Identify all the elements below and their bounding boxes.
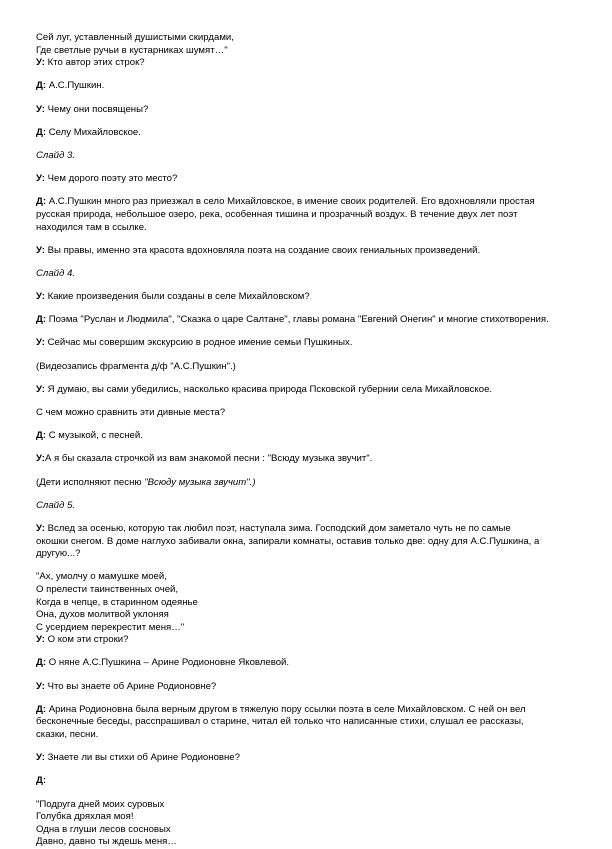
speaker-label: У: xyxy=(36,173,45,185)
dialogue-text: Сейчас мы совершим экскурсию в родное имение семьи Пушкиных. xyxy=(44,337,353,349)
speaker-label: Д: xyxy=(36,126,47,138)
dialogue-text: С музыкой, с песней. xyxy=(46,430,143,442)
dialogue-text: окошки снегом. В доме наглухо забивали окна, запирали комнаты, оставив только две: одну для А.С.Пушкина, а xyxy=(36,535,540,547)
child-answer-nanny xyxy=(36,657,582,670)
verse-line: Одна в глуши лесов сосновых xyxy=(36,823,171,835)
speaker-label: У: xyxy=(36,244,45,256)
speaker-label: Д: xyxy=(36,196,47,208)
video-note: (Видеозапись фрагмента д/ф "А.С.Пушкин".) xyxy=(36,360,236,372)
speaker-label: У: xyxy=(36,522,45,534)
teacher-remark-right xyxy=(36,245,582,258)
child-answer-dedicated xyxy=(36,127,582,140)
speaker-label: У: xyxy=(36,453,45,465)
dialogue-text: А.С.Пушкин. xyxy=(46,80,105,92)
child-answer-arina xyxy=(36,704,582,742)
teacher-remark-nature xyxy=(36,384,582,397)
dialogue-text: Я думаю, вы сами убедились, насколько красива природа Псковской губернии села Михайловское. xyxy=(44,383,493,395)
song-note xyxy=(36,477,582,490)
verse-excerpt-3 xyxy=(36,799,582,849)
dialogue-text: русская природа, небольшое озеро, река, особенная тишина и прозрачный воздух. В течение двух лет поэт xyxy=(36,208,518,220)
teacher-question-poems xyxy=(36,752,582,765)
verse-line: Голубка дряхлая моя! xyxy=(36,811,134,823)
verse-line: С усердием перекрестит меня…" xyxy=(36,621,185,633)
child-label xyxy=(36,775,582,788)
speaker-label: Д: xyxy=(36,430,47,442)
slide-label-4: Слайд 4. xyxy=(36,267,75,279)
verse-line: Давно, давно ты ждешь меня… xyxy=(36,836,177,848)
verse-line: Где светлые ручьи в кустарниках шумят…" xyxy=(36,44,228,56)
child-answer-dear xyxy=(36,196,582,234)
dialogue-text: находился там в ссылке. xyxy=(36,221,147,233)
dialogue-text: О ком эти строки? xyxy=(44,634,129,646)
song-note-title: "Всюду музыка звучит".) xyxy=(144,476,256,488)
speaker-label: Д: xyxy=(36,703,47,715)
teacher-question-whom xyxy=(36,634,582,647)
dialogue-text: бесконечные беседы, расспрашивал о старине, читал ей только что написанные стихи, слушал ее рассказы, xyxy=(36,716,524,728)
dialogue-text: Поэма "Руслан и Людмила", "Сказка о царе Салтане", главы романа "Евгений Онегин" и многие стихотворения. xyxy=(46,314,549,326)
dialogue-text: О няне А.С.Пушкина – Арине Родионовне Яковлевой. xyxy=(46,657,290,669)
dialogue-text: Арина Родионовна была верным другом в тяжелую пору ссылки поэта в селе Михайловском. С ней он вел xyxy=(46,703,526,715)
speaker-label: Д: xyxy=(36,314,47,326)
document-body xyxy=(36,32,582,849)
speaker-label: У: xyxy=(36,634,45,646)
speaker-label: У: xyxy=(36,383,45,395)
compare-question: С чем можно сравнить эти дивные места? xyxy=(36,407,226,418)
slide-label-3: Слайд 3. xyxy=(36,149,75,161)
dialogue-text: Селу Михайловское. xyxy=(46,126,141,138)
speaker-label: Д: xyxy=(36,80,47,92)
teacher-question-works xyxy=(36,291,582,304)
verse-excerpt-1 xyxy=(36,32,582,57)
teacher-question-dedicated xyxy=(36,104,582,117)
teacher-question-dear xyxy=(36,173,582,186)
speaker-label: У: xyxy=(36,337,45,349)
speaker-label: Д: xyxy=(36,775,47,787)
verse-line: Сей луг, уставленный душистыми скирдами, xyxy=(36,32,234,43)
dialogue-text: А я бы сказала строчкой из вам знакомой песни : "Всюду музыка звучит". xyxy=(44,453,373,465)
song-note-prefix: (Дети исполняют песню xyxy=(36,476,145,488)
dialogue-text: Чему они посвящены? xyxy=(44,103,149,115)
child-answer-author xyxy=(36,80,582,93)
teacher-remark-excursion xyxy=(36,337,582,350)
teacher-question-author xyxy=(36,57,582,70)
dialogue-text: Знаете ли вы стихи об Арине Родионовне? xyxy=(44,752,240,764)
verse-line: "Ах, умолчу о мамушке моей, xyxy=(36,571,167,583)
speaker-label: У: xyxy=(36,291,45,303)
dialogue-text: Вы правы, именно эта красота вдохновляла поэта на создание своих гениальных произведений. xyxy=(44,244,481,256)
speaker-label: У: xyxy=(36,103,45,115)
slide-label-5: Слайд 5. xyxy=(36,499,75,511)
speaker-label: У: xyxy=(36,752,45,764)
verse-line: О прелести таинственных очей, xyxy=(36,583,179,595)
verse-line: Она, духов молитвой уклоняя xyxy=(36,609,169,621)
verse-excerpt-2 xyxy=(36,571,582,634)
verse-line: "Подруга дней моих суровых xyxy=(36,798,165,810)
verse-line: Когда в чепце, в старинном одеянье xyxy=(36,596,198,608)
dialogue-text: сказки, песни. xyxy=(36,729,99,741)
dialogue-text: другую...? xyxy=(36,548,81,560)
dialogue-text: Какие произведения были созданы в селе Михайловском? xyxy=(44,291,310,303)
teacher-remark-song xyxy=(36,453,582,466)
teacher-remark-winter xyxy=(36,523,582,561)
dialogue-text: Кто автор этих строк? xyxy=(44,57,145,69)
dialogue-text: А.С.Пушкин много раз приезжал в село Михайловское, в имение своих родителей. Его вдохновляли простая xyxy=(46,196,535,208)
child-answer-music xyxy=(36,430,582,443)
dialogue-text: Что вы знаете об Арине Родионовне? xyxy=(44,680,217,692)
speaker-label: Д: xyxy=(36,657,47,669)
dialogue-text: Чем дорого поэту это место? xyxy=(44,173,178,185)
teacher-question-know xyxy=(36,681,582,694)
child-answer-works xyxy=(36,314,582,327)
speaker-label: У: xyxy=(36,57,45,69)
speaker-label: У: xyxy=(36,680,45,692)
dialogue-text: Вслед за осенью, которую так любил поэт, наступала зима. Господский дом заметало чуть не по самые xyxy=(44,522,511,534)
